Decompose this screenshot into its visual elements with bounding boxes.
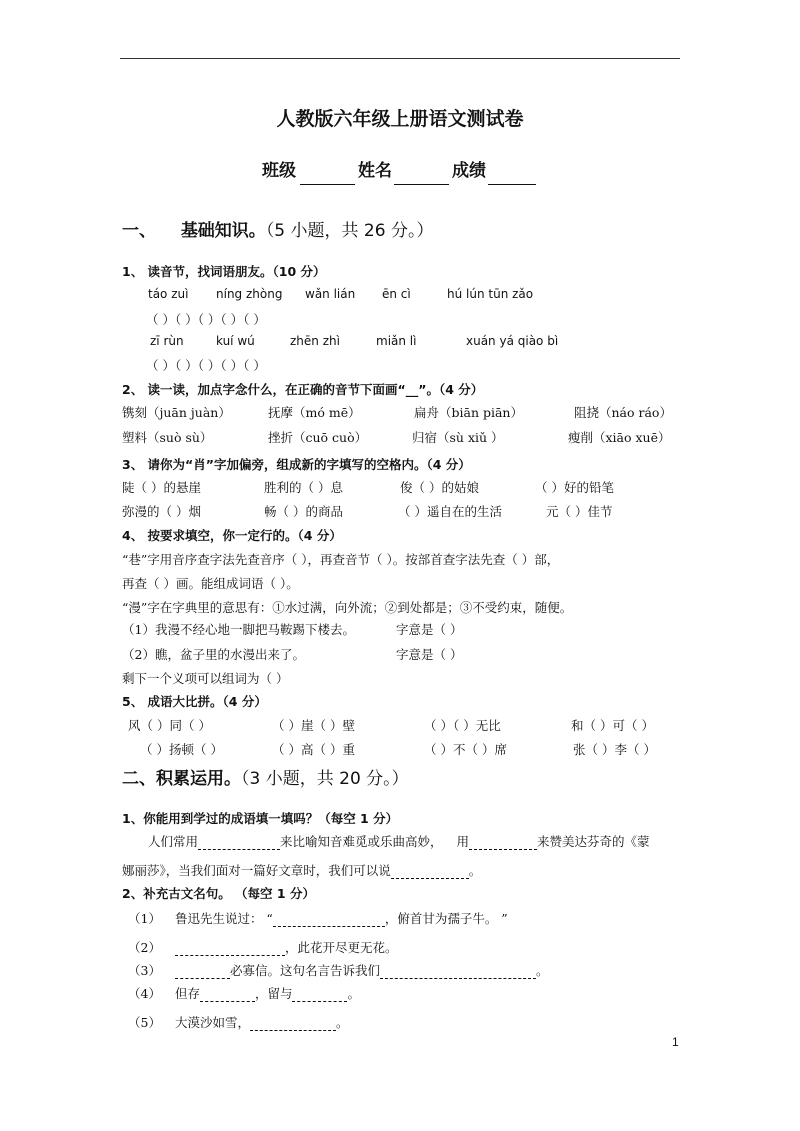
pinyin-choice[interactable]: 瘦削（xiāo xuē） xyxy=(568,430,671,445)
text: 。 xyxy=(335,1015,349,1030)
item-number: （1） xyxy=(128,911,161,926)
fill-item[interactable]: 畅（ ）的商品 xyxy=(264,504,343,519)
header-rule xyxy=(120,58,680,59)
section1-name: 基础知识。 xyxy=(180,221,266,241)
page-number: 1 xyxy=(672,1035,679,1049)
item-number: （3） xyxy=(128,963,161,978)
pinyin: wǎn lián xyxy=(305,287,356,301)
s2q2-item-2 xyxy=(128,938,397,956)
name-label: 姓名 xyxy=(358,161,392,181)
s2q2-item-1 xyxy=(128,909,508,927)
item-number: （4） xyxy=(128,986,161,1001)
q4-meaning-blank[interactable]: 字意是（ ） xyxy=(396,622,463,637)
pinyin-choice[interactable]: 抚摩（mó mē） xyxy=(268,405,361,420)
q4-sentence: （1）我漫不经心地一脚把马鞍踢下楼去。 xyxy=(122,622,355,637)
section2-number: 二、 xyxy=(122,769,156,789)
q4-meaning-blank[interactable]: 字意是（ ） xyxy=(396,647,463,662)
score-label: 成绩 xyxy=(452,161,486,181)
pinyin: miǎn lì xyxy=(376,334,417,348)
s2q2-item-5 xyxy=(128,1013,348,1031)
pinyin-choice[interactable]: 镌刻（juān juàn） xyxy=(122,405,231,420)
text: 大漠沙如雪， xyxy=(174,1015,250,1030)
pinyin: zhēn zhì xyxy=(290,334,340,348)
idiom-item[interactable]: （ ）不（ ）席 xyxy=(424,742,507,757)
section1-number: 一、 xyxy=(122,221,156,241)
pinyin-choice[interactable]: 归宿（sù xiǔ ） xyxy=(412,430,504,445)
q3-heading: 3、 请你为“肖”字加偏旁，组成新的字填写的空格内。（4 分） xyxy=(122,457,471,472)
text: 来比喻知音难觅或乐曲高妙， xyxy=(280,834,443,849)
text: 。 xyxy=(347,986,360,1001)
fill-item[interactable]: 俊（ ）的姑娘 xyxy=(400,480,479,495)
quote-blank[interactable] xyxy=(200,987,255,1002)
idiom-item[interactable]: 张（ ）李（ ） xyxy=(573,742,656,757)
section2-heading xyxy=(122,764,409,789)
pinyin-choice[interactable]: 塑料（suò sù） xyxy=(122,430,213,445)
s2q1-heading: 1、你能用到学过的成语填一填吗？（每空 1 分） xyxy=(122,811,399,826)
pinyin: zī rùn xyxy=(150,334,184,348)
pinyin: kuí wú xyxy=(216,334,255,348)
quote-blank[interactable] xyxy=(273,912,385,927)
idiom-blank[interactable] xyxy=(391,864,469,879)
text: 娜丽莎》，当我们面对一篇好文章时，我们可以说 xyxy=(122,863,391,878)
pinyin-choice[interactable]: 挫折（cuō cuò） xyxy=(268,430,368,445)
answer-blanks[interactable]: （ ）（ ）（ ）（ ）（ ） xyxy=(146,358,266,373)
q4-line[interactable]: 剩下一个义项可以组词为（ ） xyxy=(122,671,289,686)
text: ，此花开尽更无花。 xyxy=(284,940,398,955)
quote-blank[interactable] xyxy=(175,941,285,956)
section2-score: （3 小题，共 20 分。） xyxy=(241,769,409,789)
q2-heading: 2、 读一读，加点字念什么，在正确的音节下面画“__”。（4 分） xyxy=(122,382,484,397)
fill-item[interactable]: 陡（ ）的悬崖 xyxy=(122,480,201,495)
q4-line: “漫”字在字典里的意思有：①水过满，向外流；②到处都是；③不受约束，随便。 xyxy=(122,600,573,615)
score-blank[interactable] xyxy=(488,160,536,185)
class-label: 班级 xyxy=(262,161,296,181)
idiom-item[interactable]: （ ）高（ ）重 xyxy=(272,742,355,757)
pinyin: hú lún tūn zǎo xyxy=(447,287,534,301)
idiom-blank[interactable] xyxy=(198,835,280,850)
s2q1-line1 xyxy=(148,832,650,850)
quote-blank[interactable] xyxy=(292,987,347,1002)
idiom-item[interactable]: （ ）扬顿（ ） xyxy=(140,742,223,757)
answer-blanks[interactable]: （ ）（ ）（ ）（ ）（ ） xyxy=(146,312,266,327)
text: 鲁迅先生说过： “ xyxy=(174,911,273,926)
quote-blank[interactable] xyxy=(175,964,230,979)
fill-item[interactable]: 弥漫的（ ）烟 xyxy=(122,504,201,519)
fill-item[interactable]: 胜利的（ ）息 xyxy=(264,480,343,495)
pinyin-choice[interactable]: 阻挠（náo ráo） xyxy=(574,405,672,420)
text: 人们常用 xyxy=(148,834,199,849)
s2q2-item-4 xyxy=(128,984,360,1002)
text: 但存 xyxy=(174,986,200,1001)
text: 。 xyxy=(468,863,482,878)
section1-score: （5 小题，共 26 分。） xyxy=(265,221,434,241)
pinyin: níng zhòng xyxy=(216,287,283,301)
q4-line[interactable]: “巷”字用音序查字法先查音序（ ），再查音节（ ）。按部首查字法先查（ ）部， xyxy=(122,552,560,567)
idiom-item[interactable]: （ ）崖（ ）壁 xyxy=(272,718,355,733)
fill-item[interactable]: （ ）好的铅笔 xyxy=(535,480,614,495)
section1-heading xyxy=(122,216,433,241)
idiom-item[interactable]: 和（ ）可（ ） xyxy=(571,718,654,733)
text: 必寡信。这句名言告诉我们 xyxy=(229,963,380,978)
fill-item[interactable]: 元（ ）佳节 xyxy=(546,504,613,519)
pinyin: táo zuì xyxy=(148,287,189,301)
page-title: 人教版六年级上册语文测试卷 xyxy=(276,108,524,130)
pinyin: ēn cì xyxy=(382,287,411,301)
q4-line[interactable]: 再查（ ）画。能组成词语（ ）。 xyxy=(122,576,299,591)
name-blank[interactable] xyxy=(394,160,449,185)
pinyin: xuán yá qiào bì xyxy=(466,334,559,348)
text: 用 xyxy=(456,834,470,849)
s2q2-heading: 2、补充古文名句。 （每空 1 分） xyxy=(122,886,315,901)
q4-heading: 4、 按要求填空，你一定行的。（4 分） xyxy=(122,528,342,543)
idiom-blank[interactable] xyxy=(469,835,537,850)
idiom-item[interactable]: 风（ ）同（ ） xyxy=(128,718,211,733)
s2q2-item-3 xyxy=(128,961,548,979)
idiom-item[interactable]: （ ）（ ）无比 xyxy=(424,718,501,733)
text: ，留与 xyxy=(254,986,293,1001)
item-number: （2） xyxy=(128,940,161,955)
item-number: （5） xyxy=(128,1015,161,1030)
quote-blank[interactable] xyxy=(250,1016,336,1031)
class-blank[interactable] xyxy=(300,160,355,185)
text: ，俯首甘为孺子牛。 ” xyxy=(384,911,508,926)
text: 。 xyxy=(535,963,549,978)
q4-sentence: （2）瞧，盆子里的水漫出来了。 xyxy=(122,647,305,662)
q1-heading: 1、 读音节，找词语朋友。（10 分） xyxy=(122,264,326,279)
q5-heading: 5、 成语大比拼。（4 分） xyxy=(122,694,267,709)
s2q1-line2 xyxy=(122,861,481,879)
fill-item[interactable]: （ ）遥自在的生活 xyxy=(398,504,502,519)
pinyin-choice[interactable]: 扁舟（biān piān） xyxy=(414,405,523,420)
text: 来赞美达芬奇的《蒙 xyxy=(537,834,650,849)
quote-blank[interactable] xyxy=(380,964,536,979)
section2-name: 积累运用。 xyxy=(156,769,241,789)
